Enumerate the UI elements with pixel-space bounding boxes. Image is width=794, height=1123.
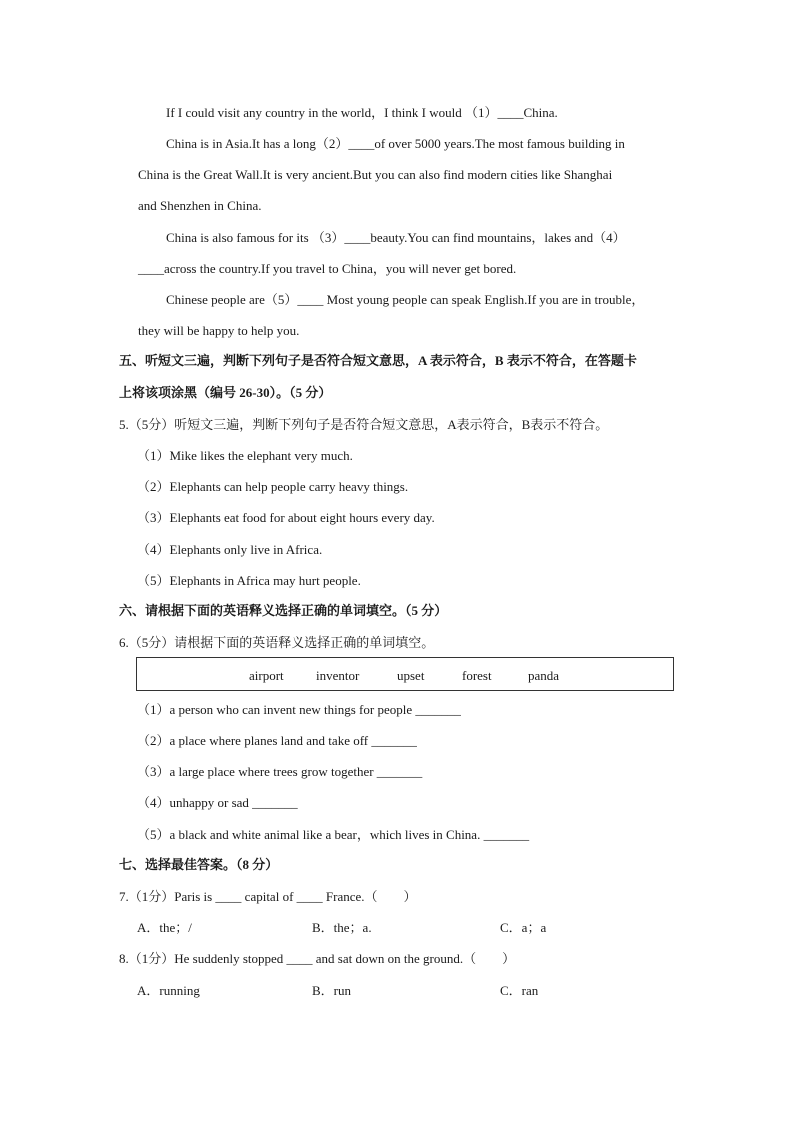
question-5-stem: 5.（5分）听短文三遍，判断下列句子是否符合短文意思，A表示符合，B表示不符合。 bbox=[119, 417, 609, 432]
question-6-item-5: （5）a black and white animal like a bear，which lives in China. _______ bbox=[137, 827, 530, 842]
passage-paragraph-4-line-2: they will be happy to help you. bbox=[138, 323, 300, 338]
passage-paragraph-2-line-1: China is in Asia.It has a long（2）____of over 5000 years.The most famous building in bbox=[166, 136, 625, 151]
word-bank-word: inventor bbox=[316, 668, 360, 683]
passage-paragraph-2-line-3: and Shenzhen in China. bbox=[138, 198, 262, 213]
question-6-item-4: （4）unhappy or sad _______ bbox=[137, 795, 298, 810]
question-6-item-3: （3）a large place where trees grow together _______ bbox=[137, 764, 423, 779]
passage-paragraph-3-line-2: ____across the country.If you travel to China，you will never get bored. bbox=[138, 261, 517, 276]
question-7-stem: 7.（1分）Paris is ____ capital of ____ France.（ ） bbox=[119, 889, 417, 904]
word-bank-box bbox=[136, 657, 674, 691]
passage-paragraph-3-line-1: China is also famous for its （3）____beauty.You can find mountains，lakes and（4） bbox=[166, 230, 626, 245]
word-bank-word: airport bbox=[249, 668, 284, 683]
passage-paragraph-4-line-1: Chinese people are（5）____ Most young people can speak English.If you are in trouble， bbox=[166, 292, 645, 307]
question-5-item-2: （2）Elephants can help people carry heavy things. bbox=[137, 479, 409, 494]
question-7-option-b: B．the；a. bbox=[312, 920, 372, 935]
word-bank-word: upset bbox=[397, 668, 425, 683]
section-5-heading-line-2: 上将该项涂黑（编号 26-30）。（5 分） bbox=[119, 385, 332, 400]
question-6-item-2: （2）a place where planes land and take off _______ bbox=[137, 733, 417, 748]
question-8-option-b: B．run bbox=[312, 983, 352, 998]
question-5-item-5: （5）Elephants in Africa may hurt people. bbox=[137, 573, 361, 588]
passage-paragraph-1: If I could visit any country in the world，I think I would （1）____China. bbox=[166, 105, 558, 120]
question-5-item-4: （4）Elephants only live in Africa. bbox=[137, 542, 323, 557]
question-7-option-a: A．the；/ bbox=[137, 920, 192, 935]
question-8-option-a: A．running bbox=[137, 983, 200, 998]
question-7-option-c: C．a；a bbox=[500, 920, 547, 935]
question-6-item-1: （1）a person who can invent new things for people _______ bbox=[137, 702, 461, 717]
section-7-heading: 七、选择最佳答案。（8 分） bbox=[119, 857, 279, 872]
question-5-item-1: （1）Mike likes the elephant very much. bbox=[137, 448, 353, 463]
word-bank-word: panda bbox=[528, 668, 560, 683]
section-5-heading-line-1: 五、听短文三遍，判断下列句子是否符合短文意思，A 表示符合，B 表示不符合，在答题卡 bbox=[119, 353, 637, 368]
section-6-heading: 六、请根据下面的英语释义选择正确的单词填空。（5 分） bbox=[119, 603, 448, 618]
question-8-option-c: C．ran bbox=[500, 983, 539, 998]
passage-paragraph-2-line-2: China is the Great Wall.It is very ancient.But you can also find modern cities like Shanghai bbox=[138, 167, 613, 182]
word-bank-word: forest bbox=[462, 668, 492, 683]
question-5-item-3: （3）Elephants eat food for about eight hours every day. bbox=[137, 510, 435, 525]
question-6-stem: 6.（5分）请根据下面的英语释义选择正确的单词填空。 bbox=[119, 635, 435, 650]
question-8-stem: 8.（1分）He suddenly stopped ____ and sat down on the ground.（ ） bbox=[119, 951, 516, 966]
